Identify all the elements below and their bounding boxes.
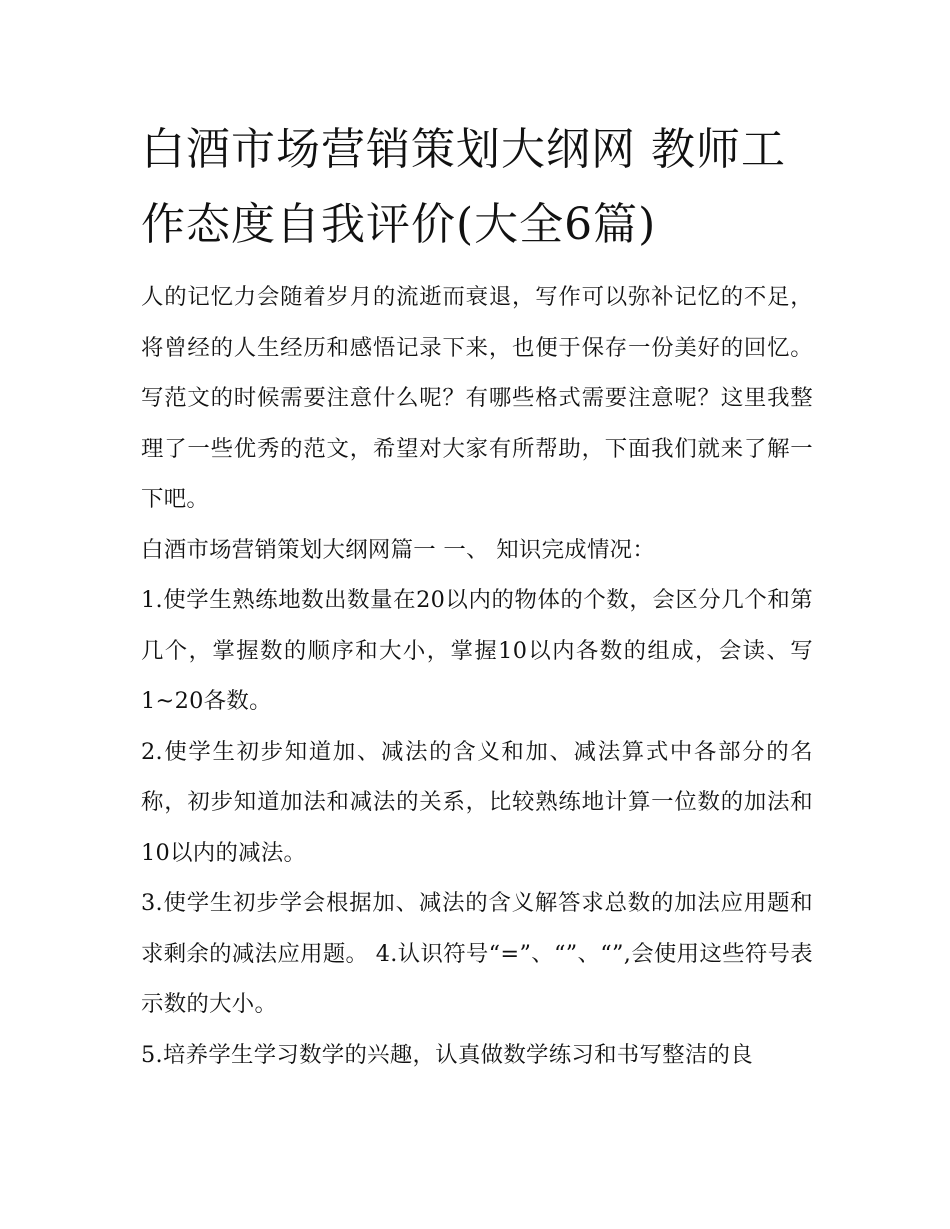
list-item-2: 2.使学生初步知道加、减法的含义和加、减法算式中各部分的名称，初步知道加法和减法的关系，比较熟练地计算一位数的加法和10以内的减法。 bbox=[141, 738, 813, 866]
section-heading: 白酒市场营销策划大纲网篇一 一、 知识完成情况： bbox=[141, 536, 656, 563]
list-item-1: 1.使学生熟练地数出数量在20以内的物体的个数，会区分几个和第几个，掌握数的顺序和大小，掌握10以内各数的组成，会读、写1~20各数。 bbox=[141, 587, 813, 714]
list-item-5: 5.培养学生学习数学的兴趣，认真做数学练习和书写整洁的良 bbox=[141, 1041, 753, 1068]
intro-paragraph: 人的记忆力会随着岁月的流逝而衰退，写作可以弥补记忆的不足，将曾经的人生经历和感悟记录下来，也便于保存一份美好的回忆。写范文的时候需要注意什么呢？有哪些格式需要注意呢？这里我整理了一些优秀的范文，希望对大家有所帮助，下面我们就来了解一下吧。 bbox=[141, 284, 813, 512]
list-item-3: 3.使学生初步学会根据加、减法的含义解答求总数的加法应用题和求剩余的减法应用题。 4.认识符号“=”、“”、“”,会使用这些符号表示数的大小。 bbox=[141, 890, 813, 1017]
document-page bbox=[141, 112, 813, 1080]
document-title: 白酒市场营销策划大纲网 教师工作态度自我评价(大全6篇) bbox=[141, 124, 786, 250]
